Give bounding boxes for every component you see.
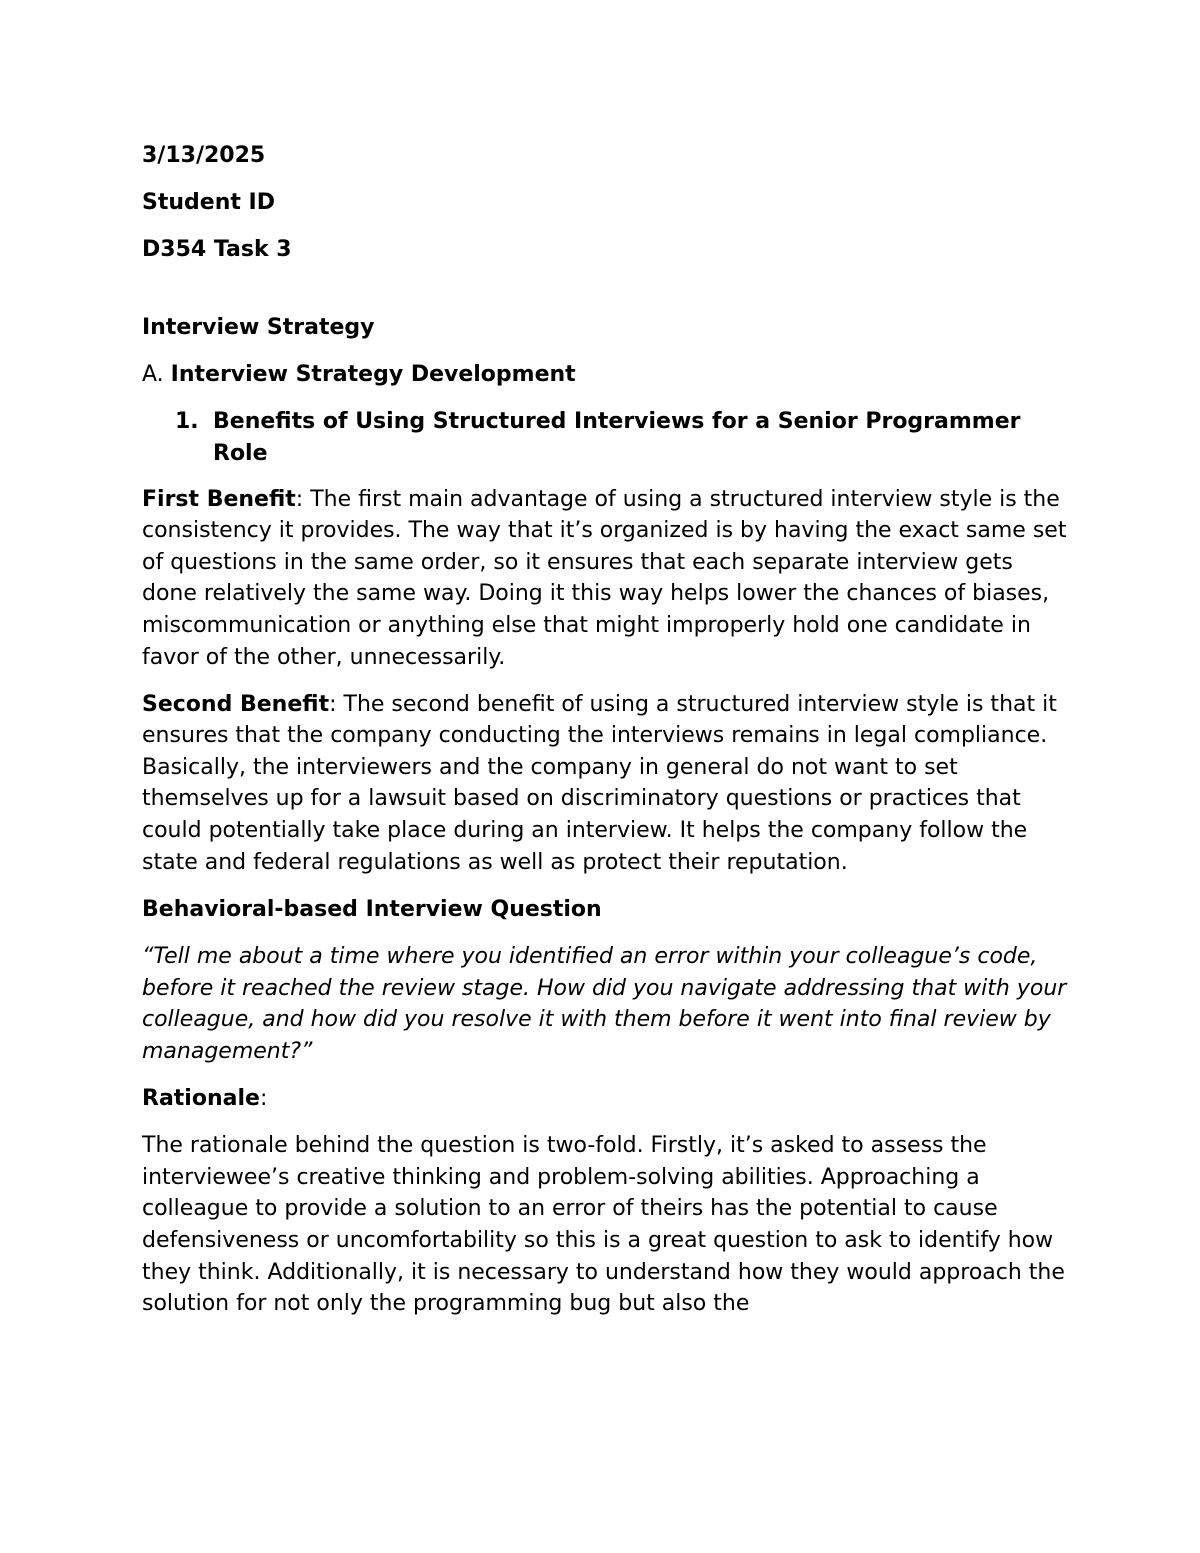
list-item-1-text: Benefits of Using Structured Interviews for a Senior Programmer Role — [213, 409, 1021, 466]
section-a-heading — [142, 359, 1072, 391]
second-benefit-paragraph — [142, 689, 1072, 879]
behavioral-heading: Behavioral-based Interview Question — [142, 896, 602, 922]
second-benefit-label: Second Benefit — [142, 691, 330, 717]
rationale-label: Rationale — [142, 1086, 260, 1111]
document-title: Interview Strategy — [142, 314, 375, 340]
behavioral-question: “Tell me about a time where you identified an error within your colleague’s code, before it reached the review stage. How did you navigate addressing that with your colleague, and how did you resolve it with them before it went into final review by management?” — [142, 944, 1067, 1064]
first-benefit-label: First Benefit — [142, 486, 296, 512]
section-a-title: Interview Strategy Development — [170, 362, 576, 388]
second-benefit-text: : The second benefit of using a structured interview style is that it ensures that the company conducting the interviews remains in legal compliance. Basically, the interviewers and the company in general do not want to set themselves up for a lawsuit based on discriminatory questions or practices that could potentially take place during an interview. It helps the company follow the state and federal regulations as well as protect their reputation. — [142, 691, 1057, 875]
rationale-paragraph: The rationale behind the question is two-fold. Firstly, it’s asked to assess the interviewee’s creative thinking and problem-solving abilities. Approaching a colleague to provide a solution to an error of theirs has the potential to cause defensiveness or uncomfortability so this is a great question to ask to identify how they think. Additionally, it is necessary to understand how they would approach the solution for not only the programming bug but also the — [142, 1133, 1065, 1317]
section-a-prefix: A. — [142, 362, 164, 388]
list-item-1-number: 1. — [175, 409, 199, 435]
student-id-line: Student ID — [142, 190, 275, 216]
list-item-1 — [142, 406, 1072, 469]
task-line: D354 Task 3 — [142, 237, 292, 263]
first-benefit-paragraph — [142, 484, 1072, 674]
document-page — [142, 140, 1072, 1320]
rationale-colon: : — [259, 1086, 268, 1111]
rationale-heading — [142, 1083, 1072, 1115]
date-line: 3/13/2025 — [142, 143, 266, 168]
first-benefit-text: : The first main advantage of using a structured interview style is the consistency it provides. The way that it’s organized is by having the exact same set of questions in the same order, so it ensures that each separate interview gets done relatively the same way. Doing it this way helps lower the chances of biases, miscommunication or anything else that might improperly hold one candidate in favor of the other, unnecessarily. — [142, 486, 1067, 670]
